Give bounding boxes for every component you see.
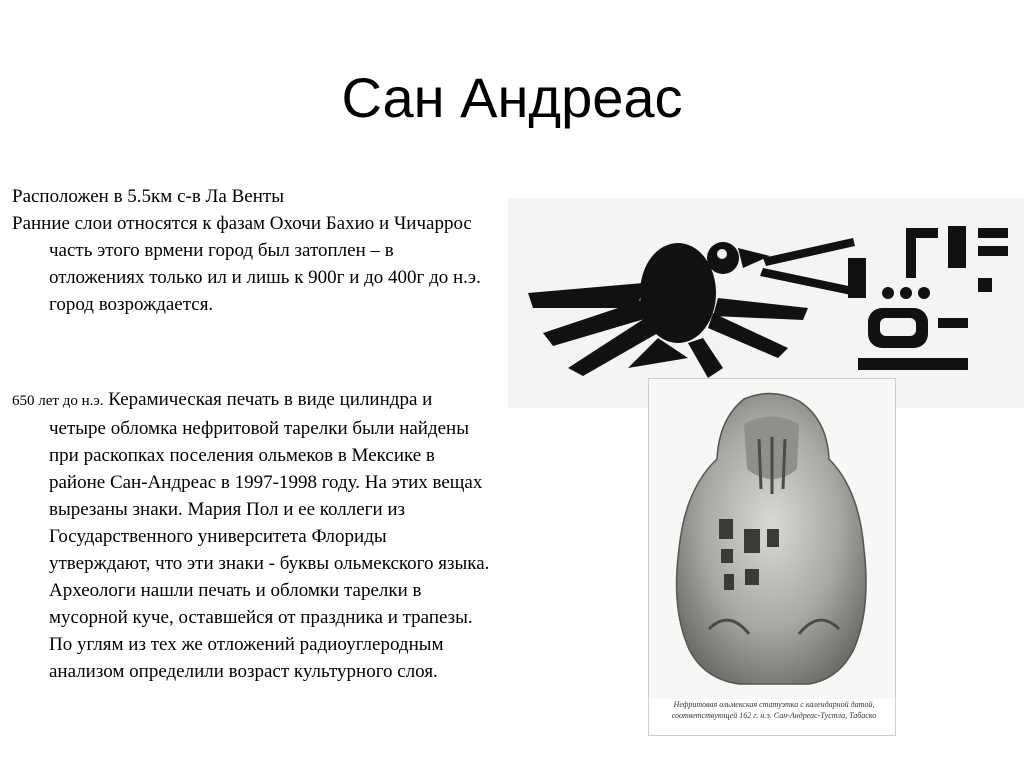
paragraph-seal-text: Керамическая печать в виде цилиндра и четыре обломка нефритовой тарелки были найдены при раскопках поселения ольмеков в Мексике в районе Сан-Андреас в 1997-1998 году. На этих вещах вырезаны знаки. Мария Пол и ее коллеги из Государственного университета Флориды утверждают, что эти знаки - буквы ольмекского языка. Археологи нашли печать и обломки тарелки в мусорной куче, оставшейся от праздника и трапезы. По углям из тех же отложений радиоуглеродным анализом определили возраст культурного слоя. <box>49 389 490 682</box>
glyph-column <box>848 226 1008 370</box>
paragraph-location: Расположен в 5.5км с-в Ла Венты <box>12 186 284 207</box>
jade-statuette-image <box>648 378 896 736</box>
bird-figure <box>528 238 858 378</box>
paragraph-date: 650 лет до н.э. <box>12 393 104 409</box>
slide-body <box>12 183 492 685</box>
paragraph-seal-discovery <box>12 386 492 685</box>
paragraph-early-layers: Ранние слои относятся к фазам Охочи Бахио и Чичаррос часть этого врмени город был затоплен – в отложениях только ил и лишь к 900г и до 400г до н.э. город возрождается. <box>12 213 481 315</box>
olmec-seal-image <box>508 198 1024 408</box>
statuette-caption: Нефритовая ольмекская статуэтка с календарной датой, соответствующей 162 г. н.э. Сан-Андреас-Тустла, Табаско <box>671 700 877 720</box>
slide-title: Сан Андреас <box>341 66 683 129</box>
paragraph-gap <box>12 318 492 386</box>
